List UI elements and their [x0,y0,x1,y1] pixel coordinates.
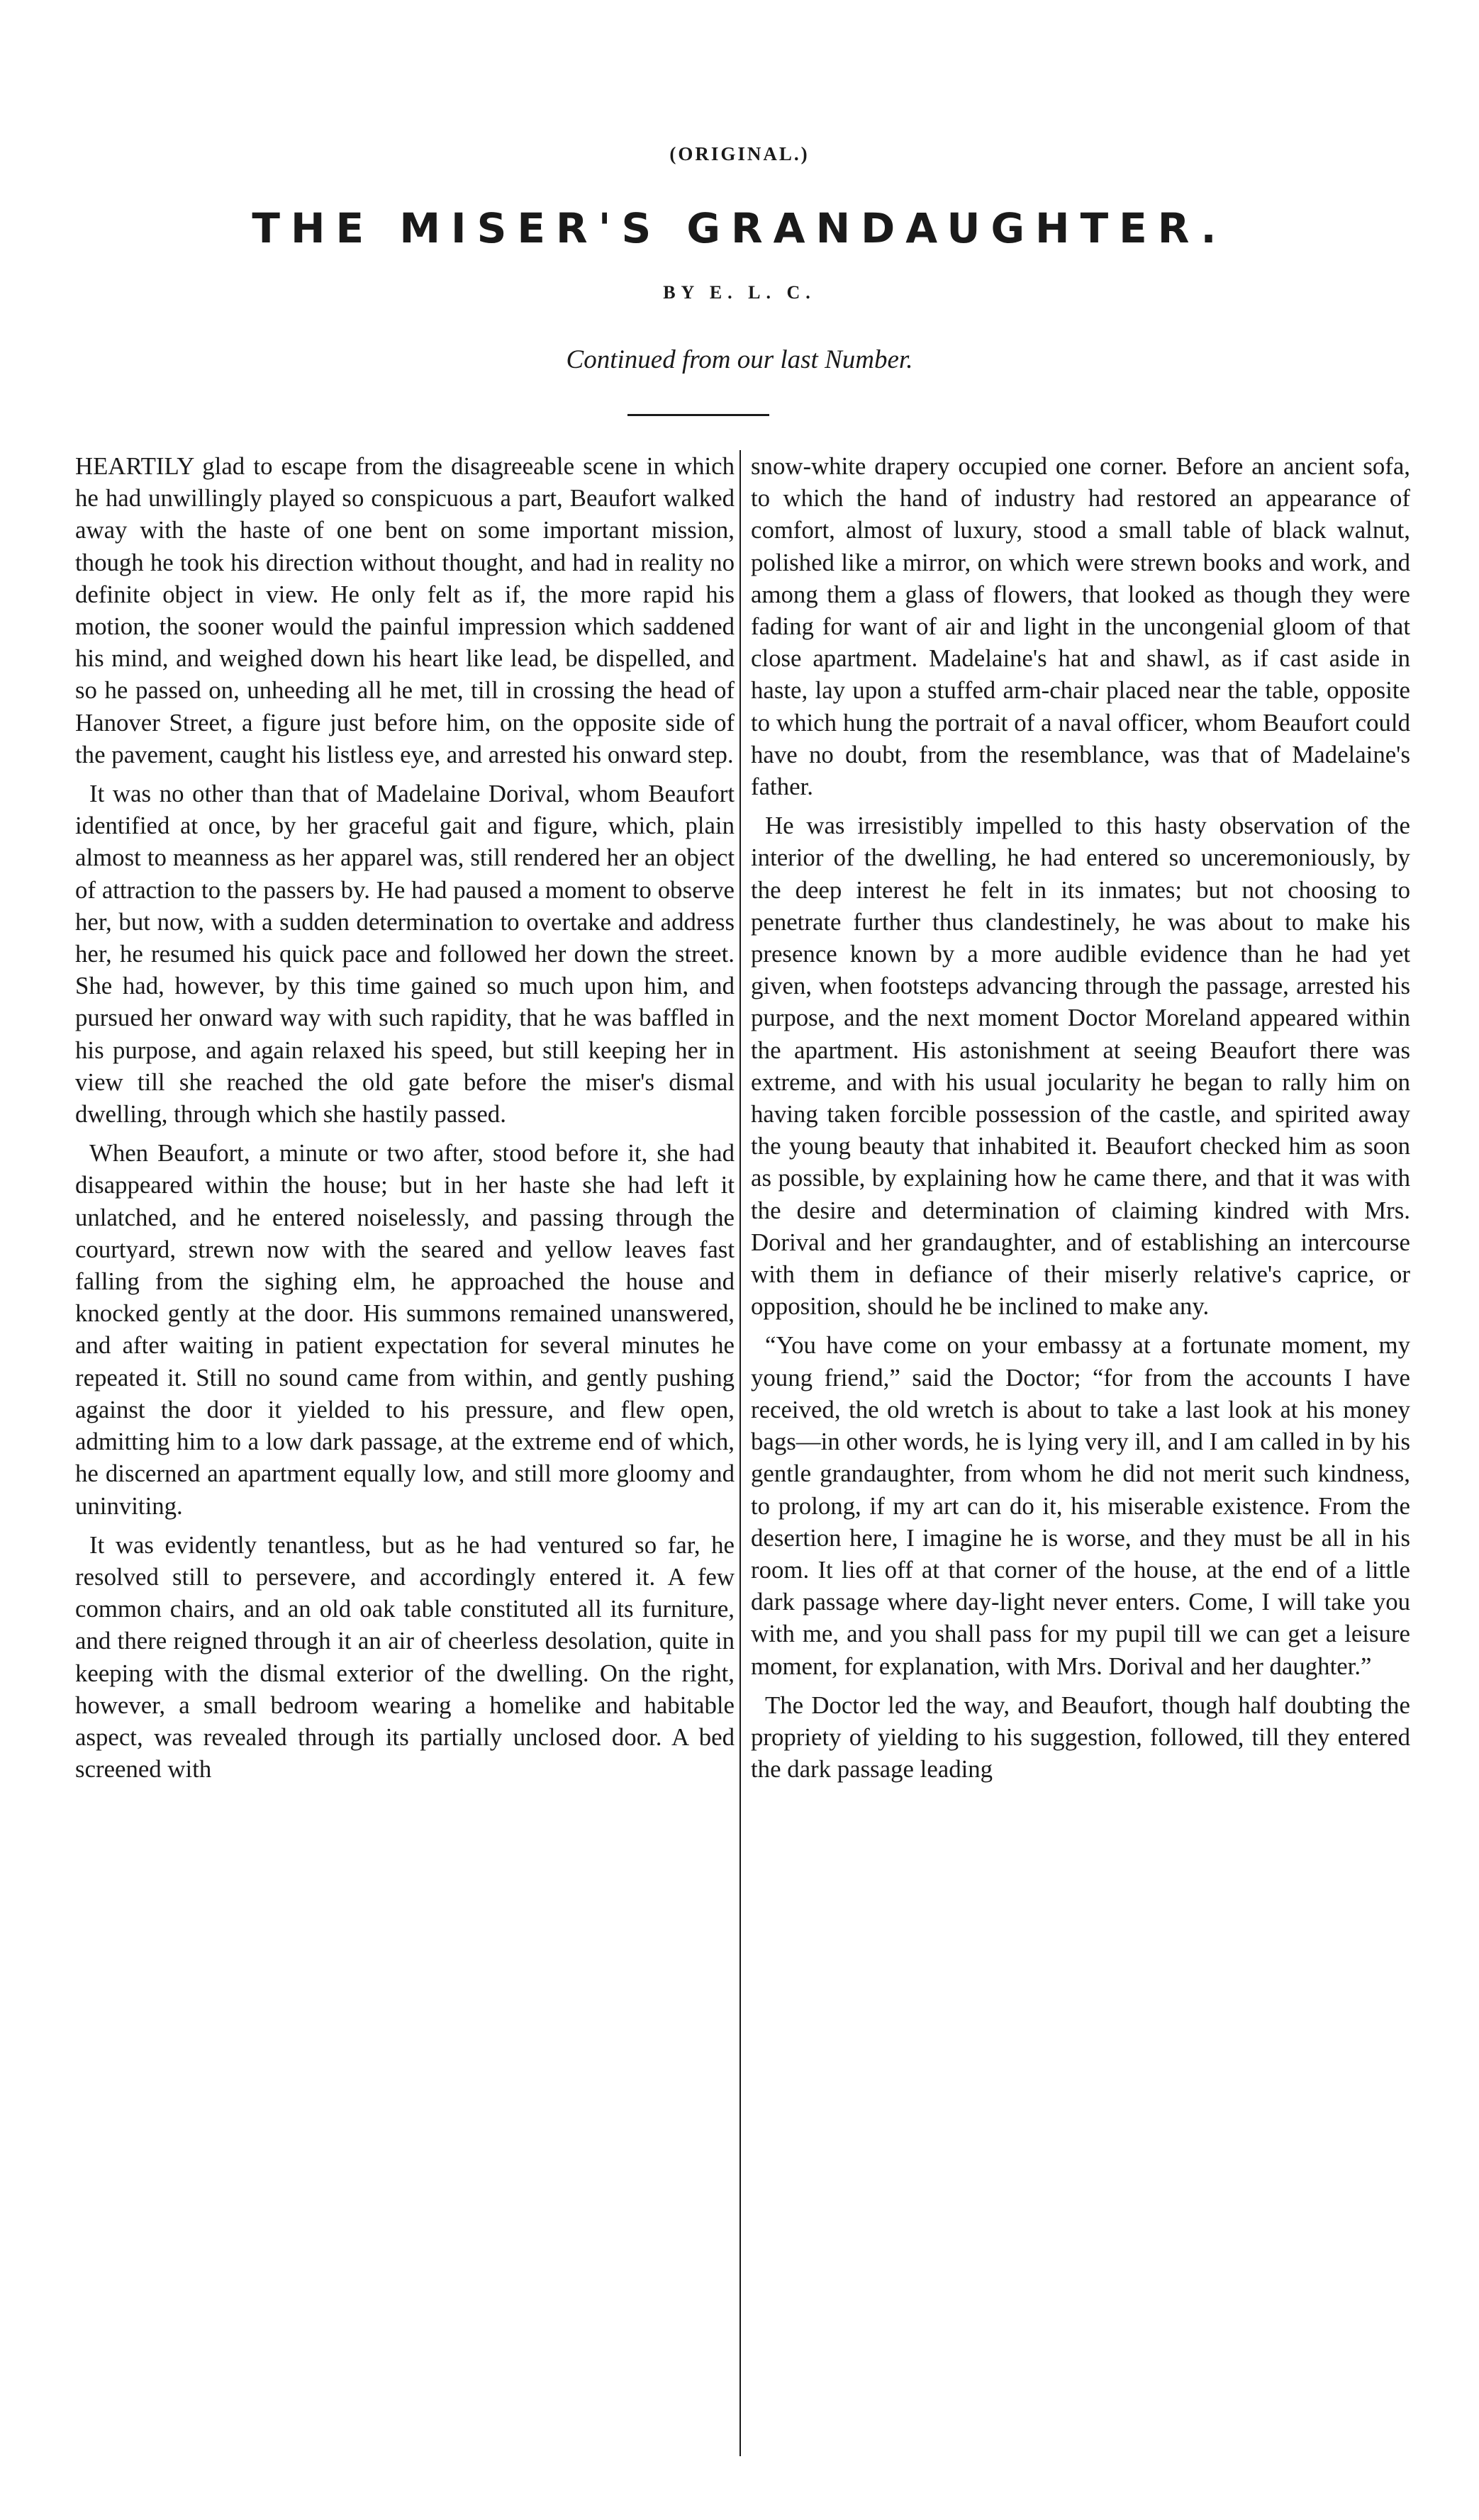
paragraph: When Beaufort, a minute or two after, stood before it, she had disappeared within the house; but in her haste she had left it unlatched, and he entered noiselessly, and passing through the courtyard, strewn now with the seared and yellow leaves fast falling from the sighing elm, he approached the house and knocked gently at the door. His summons remained unanswered, and after waiting in patient expectation for several minutes he repeated it. Still no sound came from within, and gently pushing against the door it yielded to his pressure, and flew open, admitting him to a low dark passage, at the extreme end of which, he discerned an apartment equally low, and still more gloomy and uninviting. [75,1139,735,1520]
paragraph: It was no other than that of Madelaine Dorival, whom Beaufort identified at once, by her graceful gait and figure, which, plain almost to meanness as her apparel was, still rendered her an object of attraction to the passers by. He had paused a moment to observe her, but now, with a sudden determination to overtake and address her, he resumed his quick pace and followed her down the street. She had, however, by this time gained so much upon him, and pursued her onward way with such rapidity, that he was baffled in his purpose, and again relaxed his speed, but still keeping her in view till she reached the old gate before the miser's dismal dwelling, through which she hastily passed. [75,780,735,1129]
paragraph: It was evidently tenantless, but as he had ventured so far, he resolved still to persevere, and accordingly entered it. A few common chairs, and an old oak table constituted all its furniture, and there reigned through it an air of cheerless desolation, quite in keeping with the dismal exterior of the dwelling. On the right, however, a small bedroom wearing a homelike and habitable aspect, was revealed through its partially unclosed door. A bed screened with [75,1530,735,1783]
paragraph: He was irresistibly impelled to this hasty observation of the interior of the dwelling, he had entered so unceremoniously, by the deep interest he felt in its inmates; but not choosing to penetrate further thus clandestinely, he was about to make his presence known by a more audible evidence than he had yet given, when footsteps advancing through the passage, arrested his purpose, and the next moment Doctor Moreland appeared within the apartment. His astonishment at seeing Beaufort there was extreme, and with his usual jocularity he began to rally him on having taken forcible possession of the castle, and spirited away the young beauty that inhabited it. Beaufort checked him as soon as possible, by explaining how he came there, and that it was with the desire and determination of claiming kindred with Mrs. Dorival and her grandaughter, and of establishing an intercourse with them in defiance of their miserly relative's caprice, or opposition, should he be inclined to make any. [751,812,1410,1321]
right-column [751,450,1410,1785]
continued-note: Continued from our last Number. [566,345,913,374]
original-label: (ORIGINAL.) [669,143,810,164]
author-byline: BY E. L. C. [663,282,816,303]
paragraph: “You have come on your embassy at a fortunate moment, my young friend,” said the Doctor; “for from the accounts I have received, the old wretch is about to take a last look at his money bags—in other words, he is lying very ill, and I am called in by his gentle grandaughter, from whom he did not merit such kindness, to prolong, if my art can do it, his miserable existence. From the desertion here, I imagine he is worse, and they must be all in his room. It lies off at that corner of the house, at the end of a little dark passage where day-light never enters. Come, I will take you with me, and you shall pass for my pupil till we can get a leisure moment, for explanation, with Mrs. Dorival and her daughter.” [751,1331,1410,1680]
left-column [75,450,735,1785]
title-rule [627,414,769,416]
article-title: THE MISER'S GRANDAUGHTER. [252,204,1227,252]
paragraph: HEARTILY glad to escape from the disagreeable scene in which he had unwillingly played so conspicuous a part, Beaufort walked away with the haste of one bent on some important mission, though he took his direction without thought, and had in reality no definite object in view. He only felt as if, the more rapid his motion, the sooner would the painful impression which saddened his mind, and weighed down his heart like lead, be dispelled, and so he passed on, unheeding all he met, till in crossing the head of Hanover Street, a figure just before him, on the opposite side of the pavement, caught his listless eye, and arrested his onward step. [75,452,735,768]
paragraph: The Doctor led the way, and Beaufort, though half doubting the propriety of yielding to his suggestion, followed, till they entered the dark passage leading [751,1691,1410,1783]
column-divider [740,450,741,2456]
paragraph: snow-white drapery occupied one corner. Before an ancient sofa, to which the hand of industry had restored an appearance of comfort, almost of luxury, stood a small table of black walnut, polished like a mirror, on which were strewn books and work, and among them a glass of flowers, that looked as though they were fading for want of air and light in the uncongenial gloom of that close apartment. Madelaine's hat and shawl, as if cast aside in haste, lay upon a stuffed arm-chair placed near the table, opposite to which hung the portrait of a naval officer, whom Beaufort could have no doubt, from the resemblance, was that of Madelaine's father. [751,452,1410,801]
